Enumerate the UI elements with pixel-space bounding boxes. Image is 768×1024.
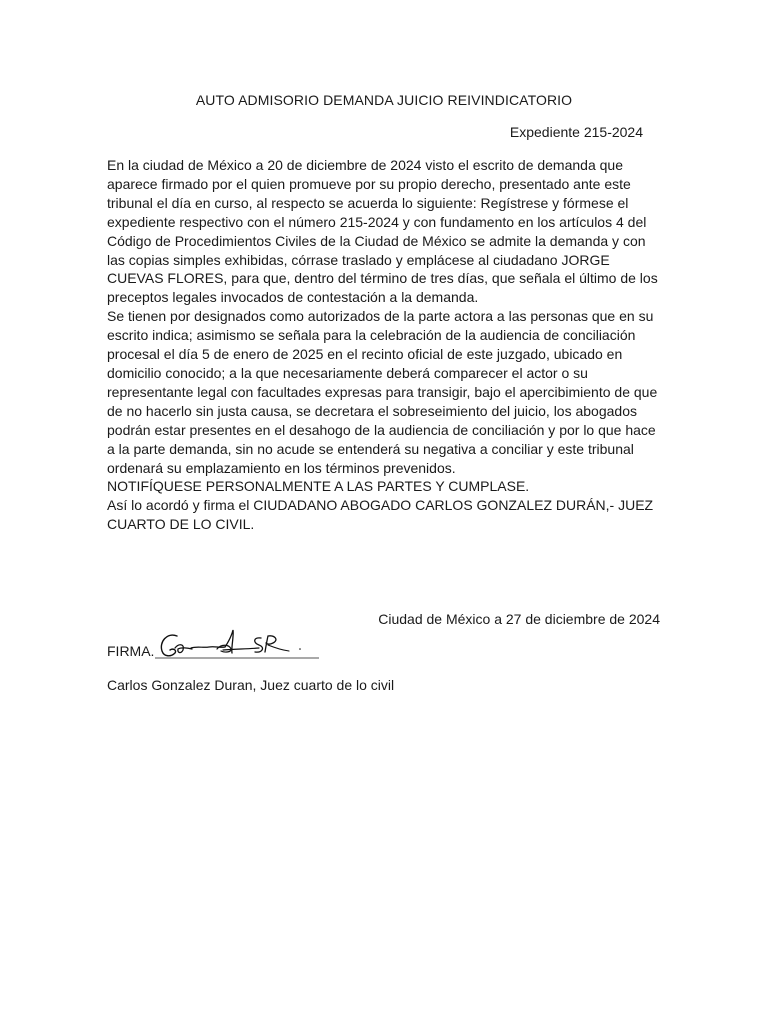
handwritten-signature xyxy=(155,626,325,666)
signature-label: FIRMA. xyxy=(107,643,155,659)
document-title: AUTO ADMISORIO DEMANDA JUICIO REIVINDICATORIO xyxy=(195,92,573,108)
signature-block xyxy=(107,626,347,666)
body-paragraph-signoff: Así lo acordó y firma el CIUDADANO ABOGADO CARLOS GONZALEZ DURÁN,- JUEZ CUARTO DE LO CIVIL. xyxy=(107,497,654,533)
body-paragraph-admission: En la ciudad de México a 20 de diciembre de 2024 visto el escrito de demanda que aparece firmado por el quien promueve por su propio derecho, presentado ante este tribunal el día en curso, al respecto se acuerda lo siguiente: Regístrese y fórmese el expediente respectivo con el número 215-2024 y con fundamento en los artículos 4 del Código de Procedimientos Civiles de la Ciudad de México se admite la demanda y con las copias simples exhibidas, córrase traslado y emplácese al ciudadano JORGE CUEVAS FLORES, para que, dentro del término de tres días, que señala el último de los preceptos legales invocados de contestación a la demanda. xyxy=(107,157,658,306)
document-body xyxy=(107,156,663,534)
date-line: Ciudad de México a 27 de diciembre de 2024 xyxy=(378,611,660,627)
body-paragraph-notification: NOTIFÍQUESE PERSONALMENTE A LAS PARTES Y CUMPLASE. xyxy=(107,478,530,495)
signer-name: Carlos Gonzalez Duran, Juez cuarto de lo civil xyxy=(107,677,395,693)
body-paragraph-hearing: Se tienen por designados como autorizados de la parte actora a las personas que en su escrito indica; asimismo se señala para la celebración de la audiencia de conciliación procesal el día 5 de enero de 2025 en el recinto oficial de este juzgado, ubicado en domicilio conocido; a la que necesariamente deberá comparecer el actor o su representante legal con facultades expresas para transigir, bajo el apercibimiento de que de no hacerlo sin justa causa, se decretara el sobreseimiento del juicio, los abogados podrán estar presentes en el desahogo de la audiencia de conciliación y por lo que hace a la parte demanda, sin no acude se entenderá su negativa a conciliar y este tribunal ordenará su emplazamiento en los términos prevenidos. xyxy=(107,308,658,476)
case-number: Expediente 215-2024 xyxy=(509,124,643,140)
